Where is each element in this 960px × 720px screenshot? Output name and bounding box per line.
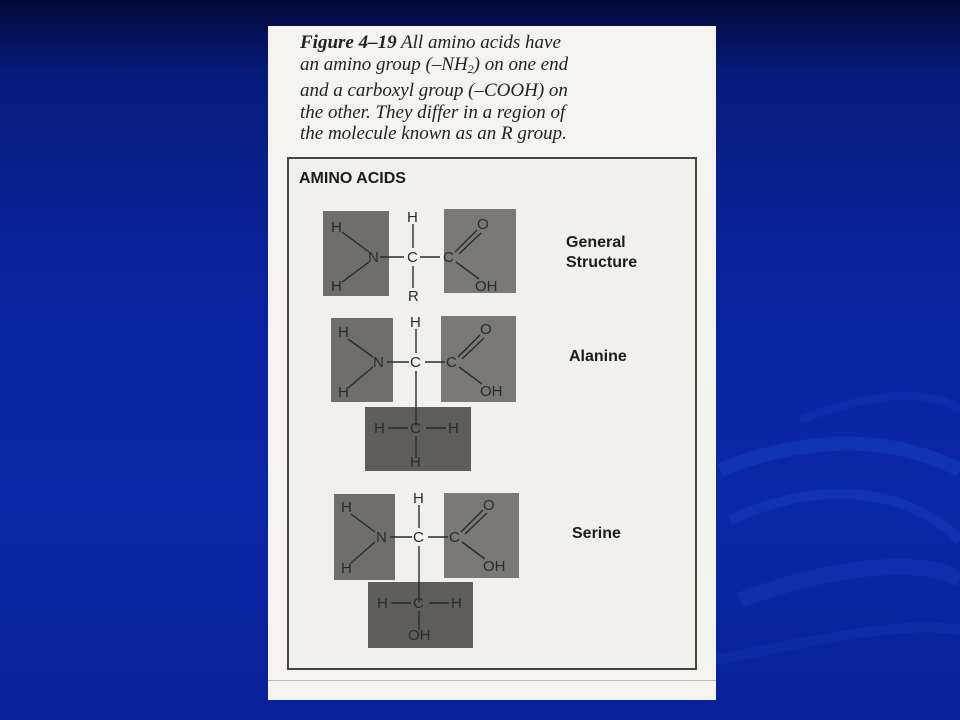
- atom-c: C: [449, 529, 460, 546]
- atom-oh: OH: [480, 383, 503, 400]
- atom-h: H: [341, 560, 352, 577]
- atom-h: H: [407, 209, 418, 226]
- caption-line-1: All amino acids have: [401, 32, 561, 53]
- caption-line-2b: ) on one end: [473, 53, 569, 75]
- atom-n: N: [373, 354, 384, 371]
- caption-subscript: 2: [467, 61, 474, 76]
- atom-h: H: [338, 384, 349, 401]
- structure-alanine: [331, 314, 516, 471]
- atom-oh: OH: [483, 558, 506, 575]
- caption-line-4: the other. They differ in a region of: [300, 101, 566, 123]
- scanned-figure-page: [268, 26, 716, 700]
- label-line-1: General: [566, 234, 626, 251]
- atom-o: O: [480, 321, 492, 338]
- atom-c: C: [446, 354, 457, 371]
- atom-h: H: [341, 499, 352, 516]
- caption-line-2a: an amino group (–NH: [300, 53, 468, 75]
- atom-h: H: [338, 324, 349, 341]
- atom-n: N: [376, 529, 387, 546]
- atom-c: C: [413, 595, 424, 612]
- atom-h: H: [451, 595, 462, 612]
- atom-r: R: [408, 288, 419, 305]
- caption-line-3: and a carboxyl group (–COOH) on: [300, 80, 568, 101]
- atom-o: O: [483, 497, 495, 514]
- atom-o: O: [477, 216, 489, 233]
- amino-acid-structures: [268, 26, 716, 700]
- atom-h: H: [331, 219, 342, 236]
- atom-h: H: [374, 420, 385, 437]
- atom-h: H: [410, 454, 421, 471]
- caption-line-5: the molecule known as an R group.: [300, 123, 567, 144]
- atom-n: N: [368, 249, 379, 266]
- atom-c: C: [410, 420, 421, 437]
- atom-c: C: [443, 249, 454, 266]
- atom-c: C: [413, 529, 424, 546]
- label-alanine: Alanine: [569, 348, 627, 365]
- structure-serine: [334, 490, 519, 648]
- atom-h: H: [410, 314, 421, 331]
- structure-general: [323, 209, 516, 305]
- atom-h: H: [331, 278, 342, 295]
- page-edge-line: [268, 680, 716, 681]
- atom-oh: OH: [408, 627, 431, 644]
- label-serine: Serine: [572, 525, 621, 542]
- panel-title: AMINO ACIDS: [299, 170, 406, 187]
- atom-c: C: [410, 354, 421, 371]
- figure-number: Figure 4–19: [300, 32, 397, 53]
- atom-oh: OH: [475, 278, 498, 295]
- atom-h: H: [448, 420, 459, 437]
- atom-h: H: [413, 490, 424, 507]
- atom-h: H: [377, 595, 388, 612]
- label-general-structure: [566, 233, 637, 273]
- atom-c: C: [407, 249, 418, 266]
- label-line-2: Structure: [566, 254, 638, 271]
